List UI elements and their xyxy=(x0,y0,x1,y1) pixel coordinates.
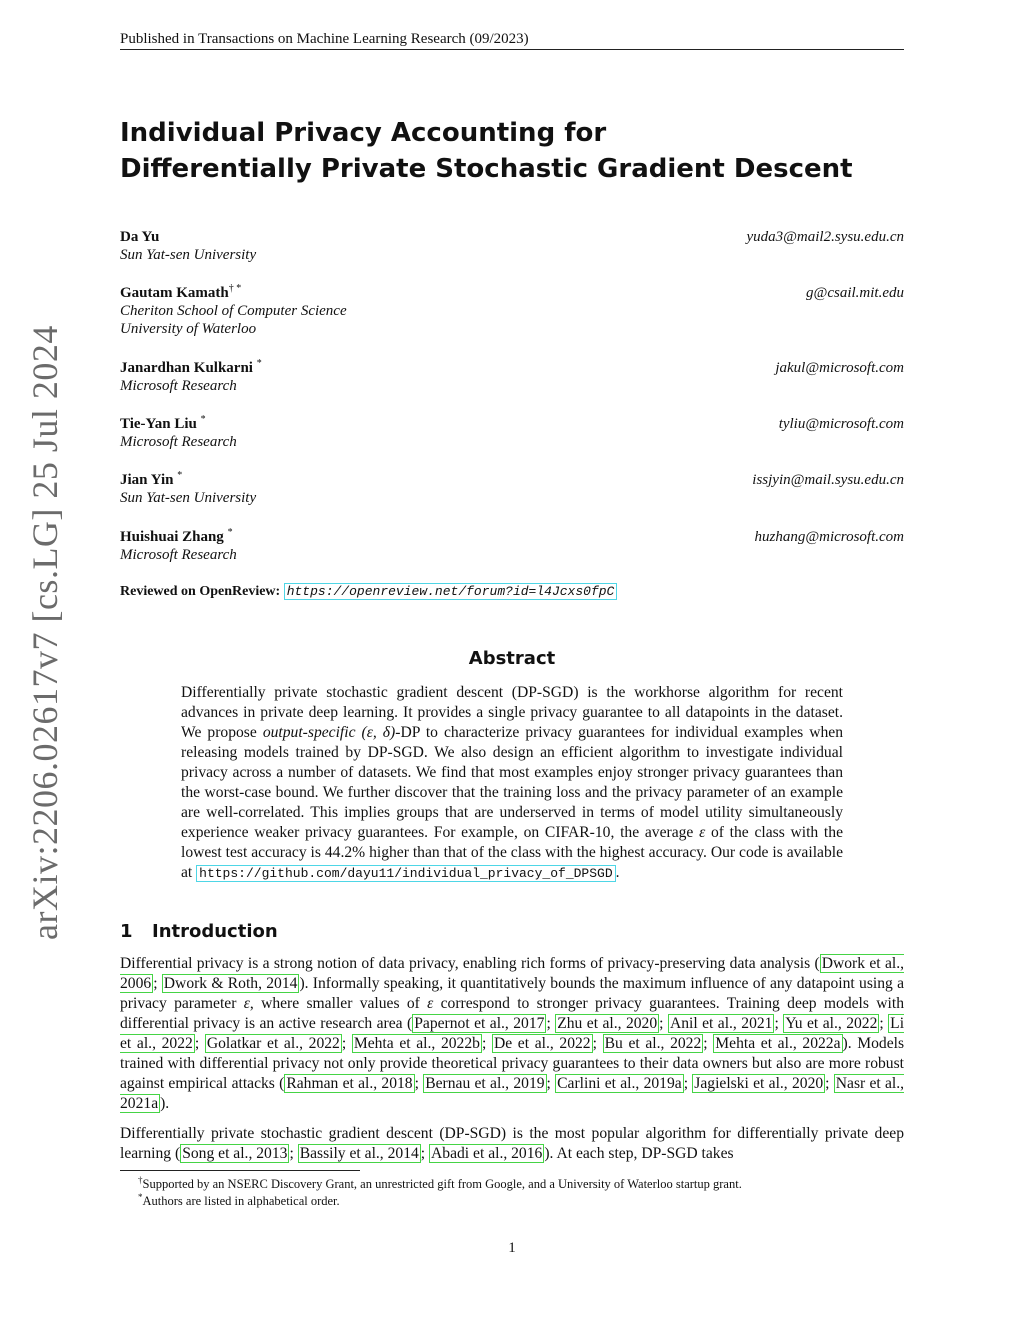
para-text: ). At each step, DP-SGD takes xyxy=(544,1145,734,1162)
citation[interactable]: Bu et al., 2022 xyxy=(604,1035,702,1052)
author-name: Jian Yin xyxy=(120,472,174,488)
author-name: Huishuai Zhang xyxy=(120,529,224,545)
author-email[interactable]: issjyin@mail.sysu.edu.cn xyxy=(752,472,904,488)
citation[interactable]: Golatkar et al., 2022 xyxy=(206,1035,340,1052)
citation[interactable]: Li et al., 2022 xyxy=(120,1015,905,1052)
author-marks: * xyxy=(177,470,183,481)
author-marks: * xyxy=(227,527,233,538)
section-title: Introduction xyxy=(152,921,278,942)
citation[interactable]: Abadi et al., 2016 xyxy=(431,1145,543,1162)
para-text: ). Informally speaking, it quantitatively bounds the maximum influence of any datapoint using a privacy parameter xyxy=(120,975,905,1012)
citation[interactable]: Mehta et al., 2022a xyxy=(715,1035,841,1052)
para-text: , where smaller values of xyxy=(249,995,428,1012)
title-line-1: Individual Privacy Accounting for xyxy=(120,118,607,148)
reviewed-label: Reviewed on OpenReview: xyxy=(120,584,281,599)
citation[interactable]: De et al., 2022 xyxy=(493,1035,591,1052)
running-header: Published in Transactions on Machine Learning Research (09/2023) xyxy=(120,31,529,47)
author-name: Da Yu xyxy=(120,229,160,245)
abstract-text: . xyxy=(615,864,620,881)
para-text: Differential privacy is a strong notion of data privacy, enabling rich forms of privacy-preserving data analysis ( xyxy=(120,955,820,972)
footnote xyxy=(138,1193,908,1209)
citation[interactable]: Papernot et al., 2017 xyxy=(414,1015,545,1032)
footnote-mark: † xyxy=(138,1174,143,1185)
author-block xyxy=(120,528,904,564)
citation[interactable]: Rahman et al., 2018 xyxy=(286,1075,413,1092)
author-email[interactable]: huzhang@microsoft.com xyxy=(754,529,904,545)
para-text: ; xyxy=(703,1035,714,1052)
author-marks: * xyxy=(256,358,262,369)
author-affiliation-2: University of Waterloo xyxy=(120,321,257,337)
epsilon: ε xyxy=(243,995,250,1012)
citation[interactable]: Bernau et al., 2019 xyxy=(425,1075,545,1092)
author-affiliation: Cheriton School of Computer Science xyxy=(120,303,347,319)
citation[interactable]: Zhu et al., 2020 xyxy=(557,1015,658,1032)
para-text: ; xyxy=(481,1035,492,1052)
citation[interactable]: Anil et al., 2021 xyxy=(669,1015,773,1032)
footnote-rule xyxy=(120,1170,360,1171)
author-block xyxy=(120,359,904,395)
abstract-epsilon: ε xyxy=(699,824,706,841)
citation[interactable]: Bassily et al., 2014 xyxy=(299,1145,419,1162)
citation[interactable]: Dwork & Roth, 2014 xyxy=(163,975,298,992)
para-text: ; xyxy=(289,1145,298,1162)
paper-title xyxy=(120,115,904,187)
citation[interactable]: Yu et al., 2022 xyxy=(785,1015,878,1032)
para-text: ; xyxy=(659,1015,668,1032)
para-text: ; xyxy=(774,1015,784,1032)
para-text: ; xyxy=(683,1075,693,1092)
author-marks: † * xyxy=(228,283,242,294)
para-text: correspond to stronger privacy guarantees. Training deep models with differential privacy is an active research area ( xyxy=(120,995,904,1032)
para-text: ; xyxy=(153,975,162,992)
abstract-text: -DP to characterize privacy guarantees for individual examples when releasing models trained by DP-SGD. We also design an efficient algorithm to investigate individual privacy across a number of datasets. We find that most examples enjoy stronger privacy guarantees than the worst-case bound. We further discover that the training loss and the privacy parameter of an example are well-correlated. This implies groups that are underserved in terms of model utility simultaneously experience weaker privacy guarantees. For example, on CIFAR-10, the average xyxy=(181,724,843,841)
author-block xyxy=(120,415,904,451)
author-email[interactable]: jakul@microsoft.com xyxy=(775,360,904,376)
citation[interactable]: Carlini et al., 2019a xyxy=(557,1075,682,1092)
para-text: ; xyxy=(592,1035,603,1052)
abstract-text: Differentially private stochastic gradient descent (DP-SGD) is the workhorse algorithm for recent advances in private deep learning. It provides a single privacy guarantee to all datapoints in the dataset. We propose xyxy=(181,684,843,741)
author-email[interactable]: g@csail.mit.edu xyxy=(806,285,904,301)
section-heading xyxy=(120,921,278,942)
abstract-math: (ε, δ) xyxy=(355,724,396,741)
author-block xyxy=(120,471,904,507)
author-marks: * xyxy=(200,414,206,425)
footnote-text: Authors are listed in alphabetical order. xyxy=(142,1194,340,1208)
footnote-mark: * xyxy=(138,1191,143,1202)
footnote xyxy=(138,1176,908,1192)
citation[interactable]: Nasr et al., 2021a xyxy=(120,1075,905,1112)
para-text: ; xyxy=(341,1035,352,1052)
author-affiliation: Sun Yat-sen University xyxy=(120,247,257,263)
author-name: Gautam Kamath xyxy=(120,285,229,301)
intro-paragraph-2 xyxy=(120,1124,904,1164)
citation[interactable]: Dwork et al., 2006 xyxy=(120,955,904,992)
citation[interactable]: Mehta et al., 2022b xyxy=(353,1035,480,1052)
intro-paragraph-1 xyxy=(120,954,904,1114)
author-block xyxy=(120,284,904,338)
author-name: Janardhan Kulkarni xyxy=(120,360,253,376)
author-email[interactable]: yuda3@mail2.sysu.edu.cn xyxy=(746,229,904,245)
author-affiliation: Microsoft Research xyxy=(120,378,237,394)
author-name: Tie-Yan Liu xyxy=(120,416,197,432)
author-email[interactable]: tyliu@microsoft.com xyxy=(778,416,904,432)
para-text: ; xyxy=(546,1015,556,1032)
author-affiliation: Sun Yat-sen University xyxy=(120,490,257,506)
para-text: ). xyxy=(160,1095,170,1112)
author-affiliation: Microsoft Research xyxy=(120,434,237,450)
openreview-link[interactable]: https://openreview.net/forum?id=l4Jcxs0fpC xyxy=(284,583,618,600)
reviewed-line xyxy=(120,584,617,600)
para-text: ; xyxy=(879,1015,889,1032)
para-text: ; xyxy=(194,1035,205,1052)
para-text: ; xyxy=(825,1075,834,1092)
para-text: ). Models trained with differential privacy not only provide theoretical privacy guarantees to their data owners but also are more robust against empirical attacks ( xyxy=(120,1035,905,1092)
abstract-heading: Abstract xyxy=(468,648,556,669)
author-affiliation: Microsoft Research xyxy=(120,547,237,563)
para-text: ; xyxy=(414,1075,424,1092)
abstract-emphasis: output-specific xyxy=(262,724,356,741)
para-text: ; xyxy=(420,1145,430,1162)
para-text: Differentially private stochastic gradient descent (DP-SGD) is the most popular algorithm for differentially private deep learning ( xyxy=(120,1125,904,1162)
title-line-2: Differentially Private Stochastic Gradient Descent xyxy=(120,154,853,184)
page-number: 1 xyxy=(508,1240,516,1256)
section-number: 1 xyxy=(120,921,133,942)
citation[interactable]: Jagielski et al., 2020 xyxy=(694,1075,824,1092)
epsilon: ε xyxy=(427,995,434,1012)
para-text: ; xyxy=(546,1075,556,1092)
header-rule xyxy=(120,49,904,50)
footnote-text: Supported by an NSERC Discovery Grant, an unrestricted gift from Google, and a University of Waterloo startup grant. xyxy=(142,1177,742,1191)
citation[interactable]: Song et al., 2013 xyxy=(182,1145,288,1162)
abstract-text: of the class with the lowest test accuracy is 44.2% higher than that of the class with the highest accuracy. Our code is available at xyxy=(181,824,843,881)
abstract-body xyxy=(181,683,843,884)
arxiv-stamp-text: arXiv:2206.02617v7 [cs.LG] 25 Jul 2024 xyxy=(25,325,65,940)
code-link[interactable]: https://github.com/dayu11/individual_privacy_of_DPSGD xyxy=(196,865,615,882)
author-block xyxy=(120,228,904,264)
